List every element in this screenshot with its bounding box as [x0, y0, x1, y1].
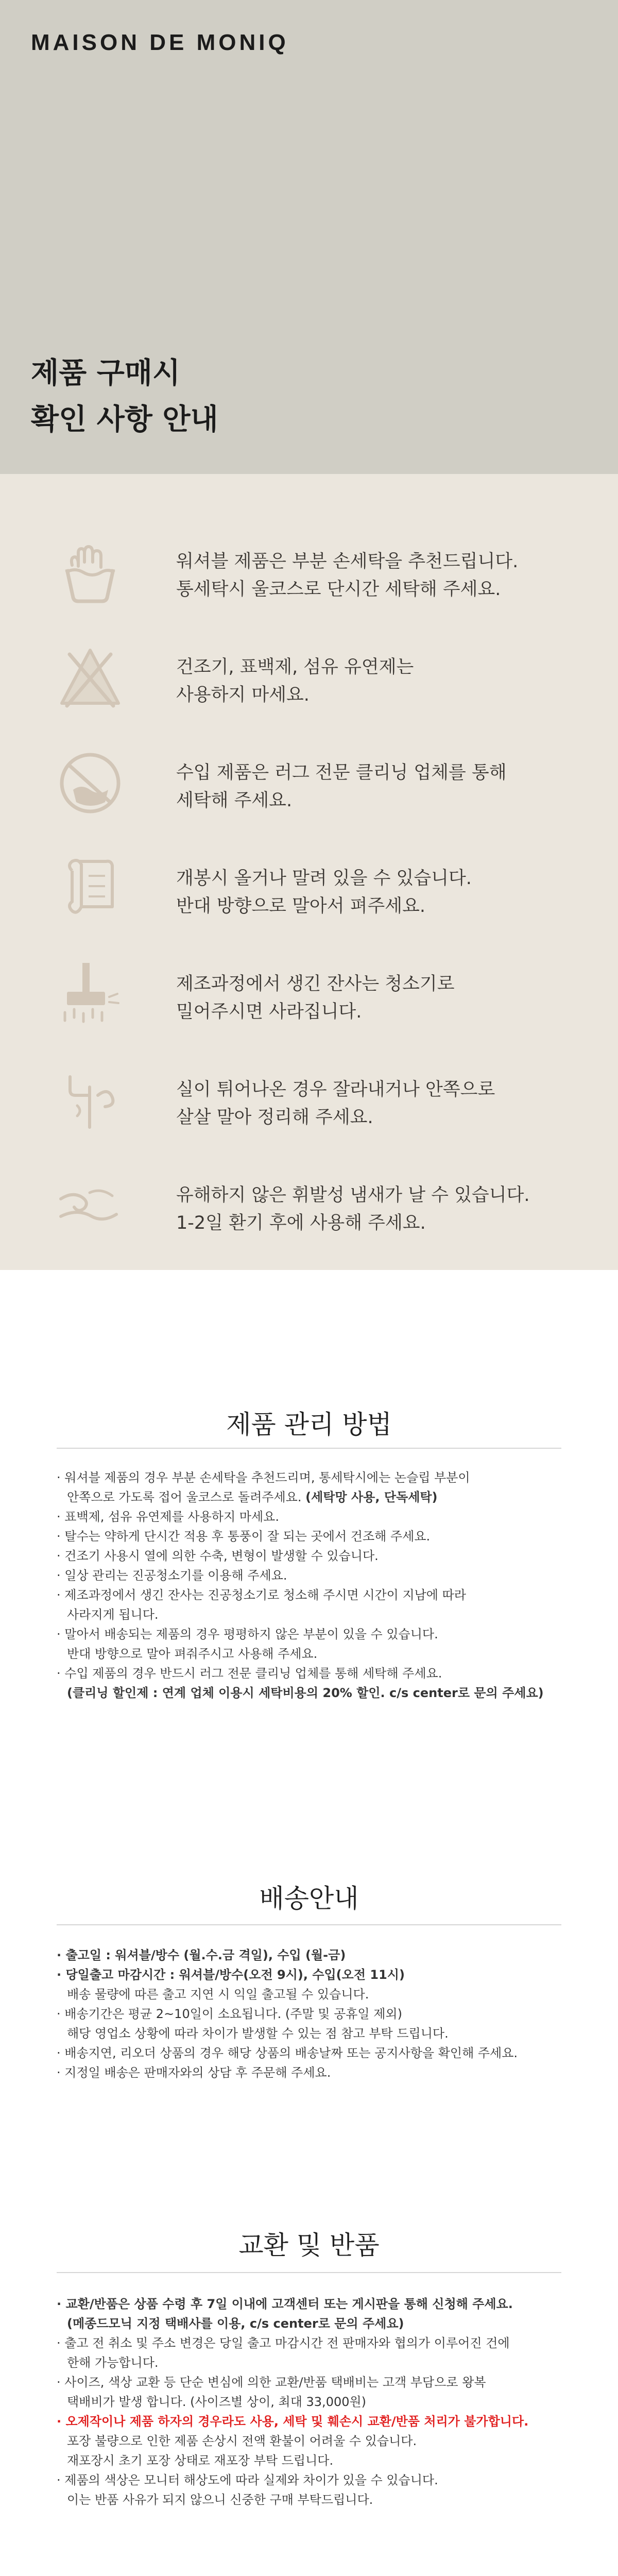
list-item: · 탈수는 약하게 단시간 적용 후 통풍이 잘 되는 곳에서 건조해 주세요.	[57, 1529, 431, 1544]
care-text-line: 살살 말아 정리해 주세요.	[176, 1107, 373, 1128]
list-item: 배송 물량에 따른 출고 지연 시 익일 출고될 수 있습니다.	[67, 1987, 369, 2002]
care-text-line: 1-2일 환기 후에 사용해 주세요.	[176, 1213, 426, 1233]
list-item: · 지정일 배송은 판매자와의 상담 후 주문해 주세요.	[57, 2065, 331, 2080]
divider	[57, 1448, 561, 1449]
warning-item: · 오제작이나 제품 하자의 경우라도 사용, 세탁 및 훼손시 교환/반품 처리가 불가합니다.	[57, 2414, 529, 2429]
care-item	[0, 1167, 618, 1255]
page-title-line-2: 확인 사항 안내	[31, 403, 218, 436]
care-item	[0, 744, 618, 832]
care-text-line: 유해하지 않은 휘발성 냄새가 날 수 있습니다.	[176, 1185, 530, 1206]
list-item: · 일상 관리는 진공청소기를 이용해 주세요.	[57, 1568, 287, 1583]
list-item: · 제조과정에서 생긴 잔사는 진공청소기로 청소해 주시면 시간이 지남에 따라	[57, 1588, 466, 1602]
list-item: · 표백제, 섬유 유연제를 사용하지 마세요.	[57, 1510, 279, 1524]
care-text-line: 사용하지 마세요.	[176, 685, 310, 705]
hero-banner	[0, 0, 618, 474]
care-text-line: 개봉시 올거나 말려 있을 수 있습니다.	[176, 868, 472, 889]
brand-logo: MAISON DE MONIQ	[31, 30, 289, 55]
shipping-section	[0, 1878, 618, 1915]
list-item: (메종드모닉 지정 택배사를 이용, c/s center로 문의 주세요)	[67, 2316, 404, 2331]
list-item: 택배비가 발생 합니다. (사이즈별 상이, 최대 33,000원)	[67, 2395, 367, 2409]
divider	[57, 1924, 561, 1925]
hand-wash-icon	[52, 533, 129, 611]
section-title: 배송안내	[259, 1884, 359, 1913]
list-item: · 배송지연, 리오더 상품의 경우 해당 상품의 배송날짜 또는 공지사항을 확인해 주세요.	[57, 2046, 518, 2060]
list-item: · 수입 제품의 경우 반드시 러그 전문 클리닝 업체를 통해 세탁해 주세요.	[57, 1666, 442, 1681]
list-item: · 출고 전 취소 및 주소 변경은 당일 출고 마감시간 전 판매자와 협의가 이루어진 건에	[57, 2336, 510, 2350]
no-wash-icon	[52, 744, 129, 822]
care-text-line: 제조과정에서 생긴 잔사는 청소기로	[176, 974, 455, 994]
list-item: 사라지게 됩니다.	[67, 1607, 159, 1622]
care-item	[0, 639, 618, 726]
care-item	[0, 956, 618, 1043]
divider	[57, 2272, 561, 2273]
list-item: (클리닝 할인제 : 연계 업체 이용시 세탁비용의 20% 할인. c/s center로 문의 주세요)	[67, 1686, 544, 1700]
care-text-line: 반대 방향으로 말아서 펴주세요.	[176, 896, 426, 917]
list-item: 재포장시 초기 포장 상태로 재포장 부탁 드립니다.	[67, 2453, 334, 2468]
care-text-line: 통세탁시 울코스로 단시간 세탁해 주세요.	[176, 579, 501, 600]
care-text-line: 실이 튀어나온 경우 잘라내거나 안쪽으로	[176, 1079, 495, 1100]
rolled-rug-icon	[52, 850, 129, 927]
list-item: 이는 반품 사유가 되지 않으니 신중한 구매 부탁드립니다.	[67, 2493, 373, 2507]
care-item	[0, 533, 618, 621]
list-item: · 말아서 배송되는 제품의 경우 평평하지 않은 부분이 있을 수 있습니다.	[57, 1627, 438, 1641]
list-item: · 건조기 사용시 열에 의한 수축, 변형이 발생할 수 있습니다.	[57, 1549, 379, 1563]
list-item: · 워셔블 제품의 경우 부분 손세탁을 추천드리며, 통세탁시에는 논슬립 부분이	[57, 1470, 470, 1485]
care-item	[0, 1061, 618, 1149]
section-title: 제품 관리 방법	[226, 1410, 392, 1439]
no-bleach-icon	[52, 639, 129, 716]
list-item: 한해 가능합니다.	[67, 2355, 159, 2370]
care-text-line: 건조기, 표백제, 섬유 유연제는	[176, 657, 414, 677]
care-text-line: 수입 제품은 러그 전문 클리닝 업체를 통해	[176, 762, 507, 783]
list-item: 안쪽으로 가도록 접어 울코스로 돌려주세요. (세탁망 사용, 단독세탁)	[67, 1490, 438, 1504]
exchange-section	[0, 2225, 618, 2262]
page-title-line-1: 제품 구매시	[31, 357, 180, 390]
care-item	[0, 850, 618, 938]
list-item: · 제품의 색상은 모니터 해상도에 따라 실제와 차이가 있을 수 있습니다.	[57, 2473, 438, 2487]
care-text-line: 세탁해 주세요.	[176, 790, 293, 811]
list-item: 해당 영업소 상황에 따라 차이가 발생할 수 있는 점 참고 부탁 드립니다.	[67, 2026, 449, 2041]
list-item: · 교환/반품은 상품 수령 후 7일 이내에 고객센터 또는 게시판을 통해 신청해 주세요.	[57, 2297, 513, 2311]
vacuum-icon	[52, 956, 129, 1033]
care-text-line: 워셔블 제품은 부분 손세탁을 추천드립니다.	[176, 551, 519, 572]
section-title: 교환 및 반품	[238, 2230, 380, 2260]
odor-icon	[52, 1167, 129, 1244]
list-item: · 출고일 : 워셔블/방수 (월.수.금 격일), 수입 (월-금)	[57, 1948, 346, 1962]
list-item: · 사이즈, 색상 교환 등 단순 변심에 의한 교환/반품 택배비는 고객 부담으로 왕복	[57, 2375, 486, 2389]
list-item: 포장 불량으로 인한 제품 손상시 전액 환불이 어려울 수 있습니다.	[67, 2434, 417, 2448]
list-item: · 당일출고 마감시간 : 워셔블/방수(오전 9시), 수입(오전 11시)	[57, 1968, 405, 1982]
list-item: · 배송기간은 평균 2~10일이 소요됩니다. (주말 및 공휴일 제외)	[57, 2007, 402, 2021]
loose-thread-icon	[52, 1061, 129, 1139]
care-text-line: 밀어주시면 사라집니다.	[176, 1002, 362, 1022]
care-icons-section	[0, 474, 618, 1270]
care-method-section	[0, 1404, 618, 1441]
list-item: 반대 방향으로 말아 펴줘주시고 사용해 주세요.	[67, 1647, 318, 1661]
page-title	[31, 350, 218, 443]
